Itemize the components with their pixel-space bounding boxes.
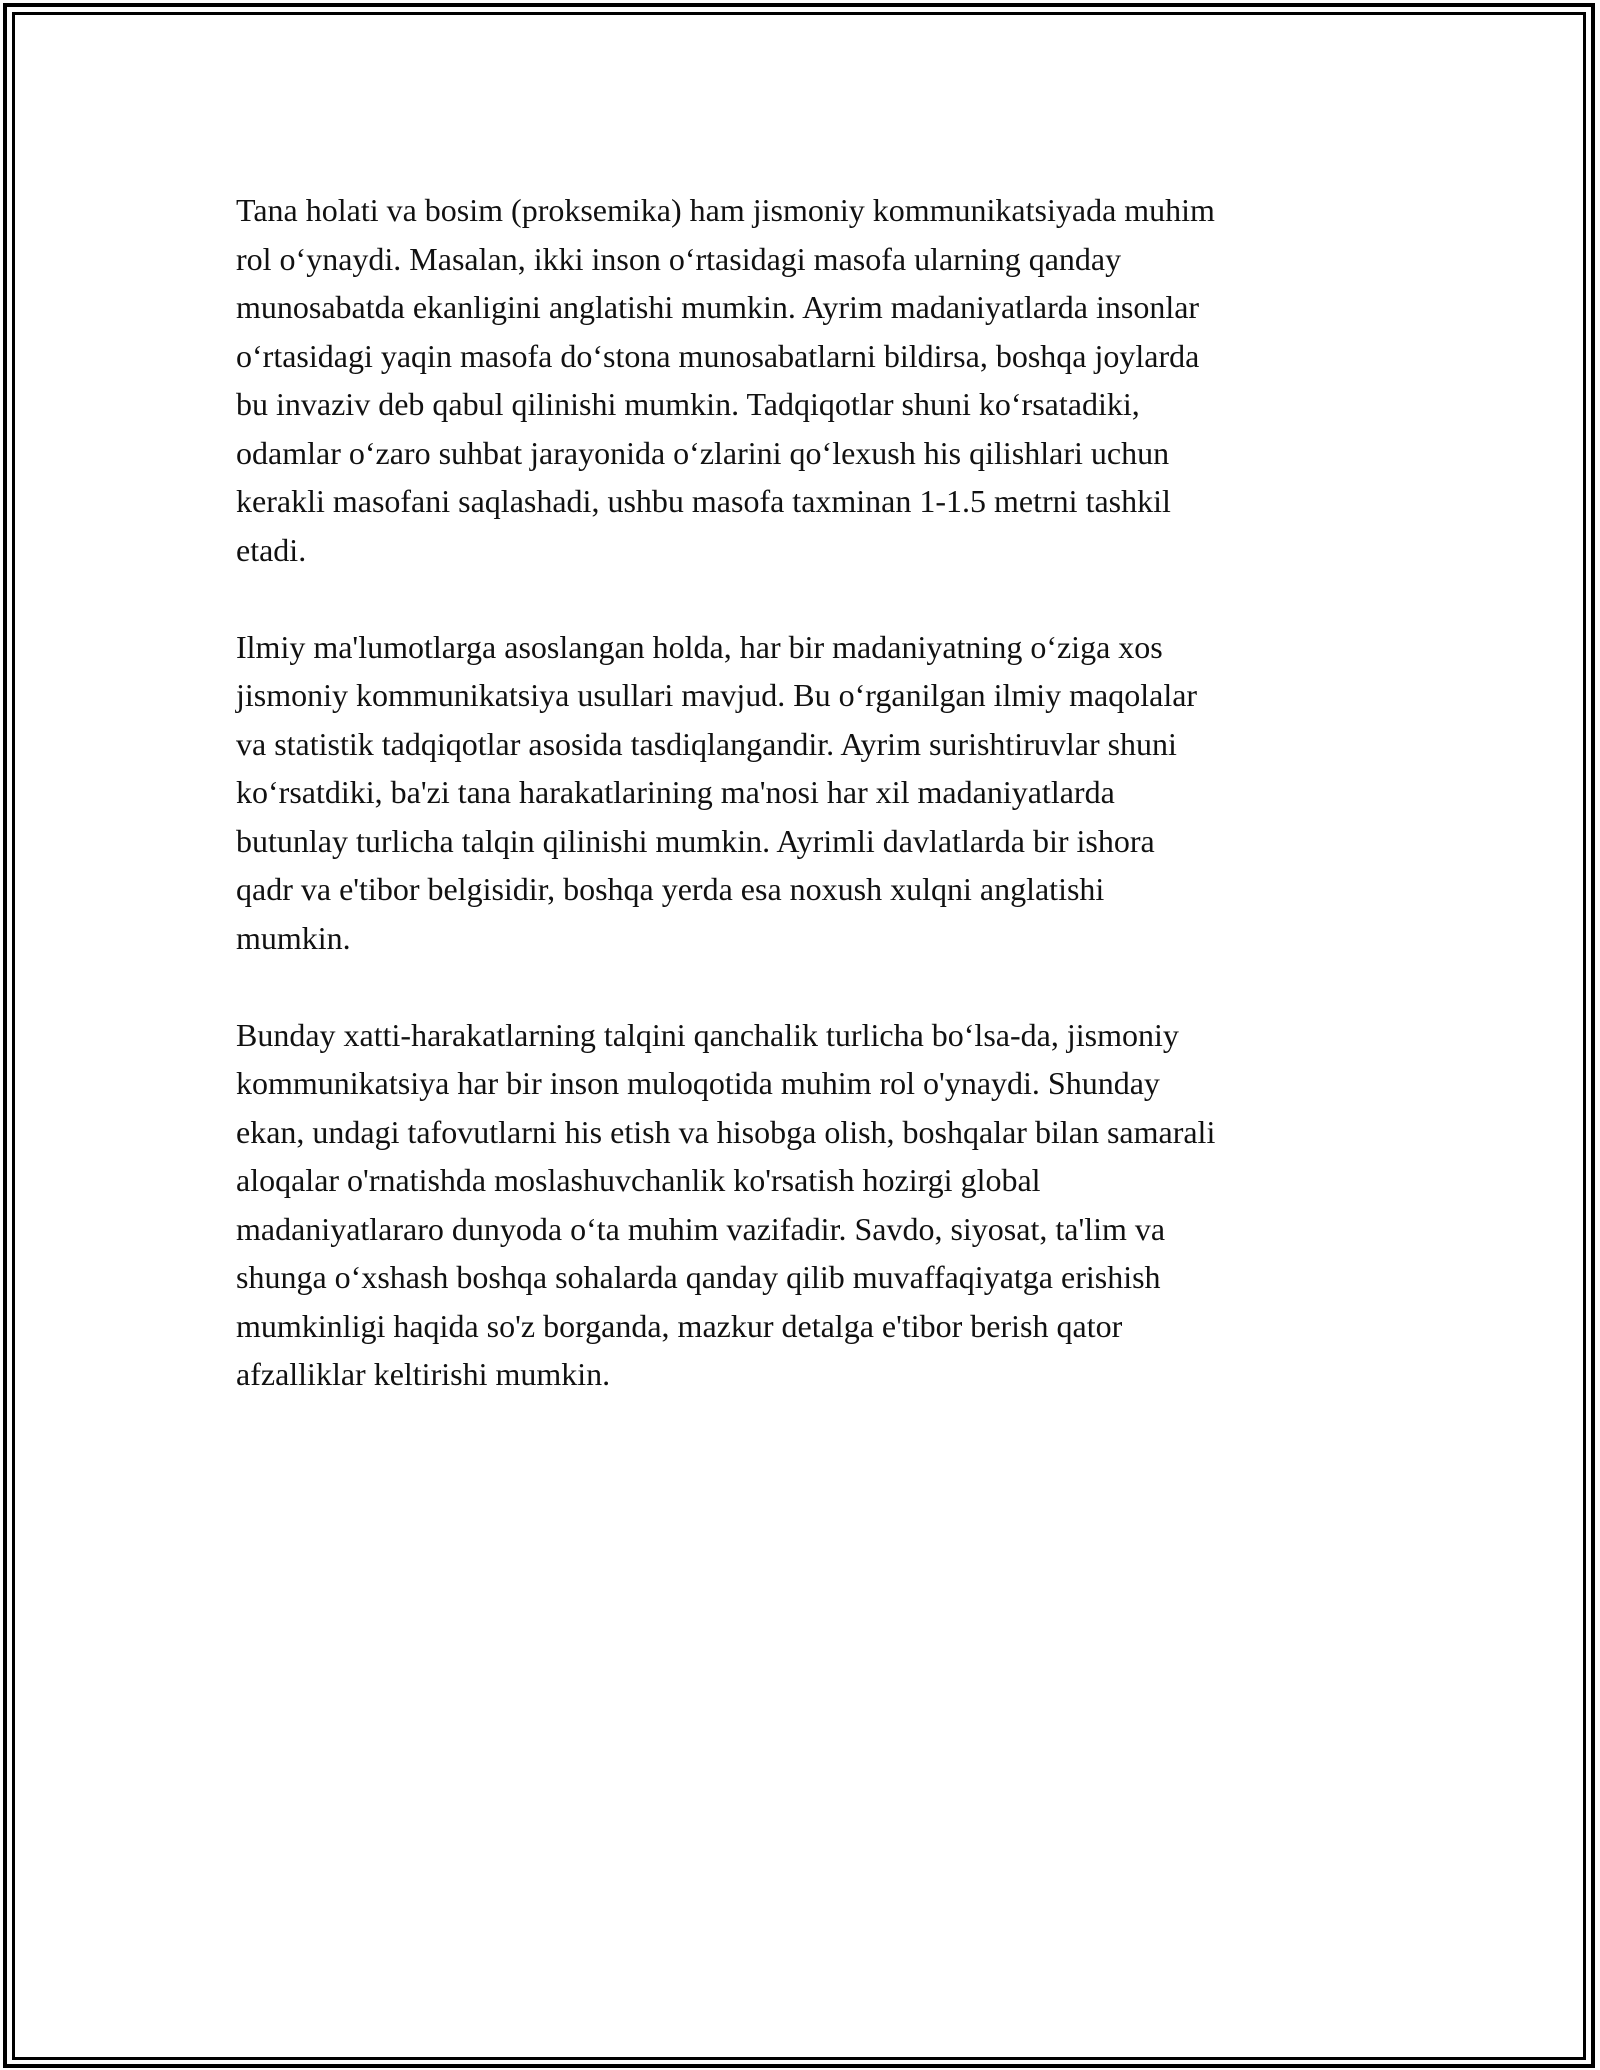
paragraph-conclusion: Bunday xatti-harakatlarning talqini qanchalik turlicha bo‘lsa-da, jismoniy kommunikatsiya har bir inson muloqotida muhim rol o'ynaydi. Shunday ekan, undagi tafovutlarni his etish va hisobga olish, boshqalar bilan samarali aloqalar o'rnatishda moslashuvchanlik ko'rsatish hozirgi global madaniyatlararo dunyoda o‘ta muhim vazifadir. Savdo, siyosat, ta'lim va shunga o‘xshash boshqa sohalarda qanday qilib muvaffaqiyatga erishish mumkinligi haqida so'z borganda, mazkur detalga e'tibor berish qator afzalliklar keltirishi mumkin. bbox=[236, 1016, 1216, 1392]
paragraph-proxemics: Tana holati va bosim (proksemika) ham jismoniy kommunikatsiyada muhim rol o‘ynaydi. Masalan, ikki inson o‘rtasidagi masofa ularning qanday munosabatda ekanligini anglatishi mumkin. Ayrim madaniyatlarda insonlar o‘rtasidagi yaqin masofa do‘stona munosabatlarni bildirsa, boshqa joylarda bu invaziv deb qabul qilinishi mumkin. Tadqiqotlar shuni ko‘rsatadiki, odamlar o‘zaro suhbat jarayonida o‘zlarini qo‘lexush his qilishlari uchun kerakli masofani saqlashadi, ushbu masofa taxminan 1-1.5 metrni tashkil etadi. bbox=[236, 192, 1215, 568]
document-body bbox=[236, 186, 1376, 1447]
paragraph-cultural-methods: Ilmiy ma'lumotlarga asoslangan holda, har bir madaniyatning o‘ziga xos jismoniy kommunikatsiya usullari mavjud. Bu o‘rganilgan ilmiy maqolalar va statistik tadqiqotlar asosida tasdiqlangandir. Ayrim surishtiruvlar shuni ko‘rsatdiki, ba'zi tana harakatlarining ma'nosi har xil madaniyatlarda butunlay turlicha talqin qilinishi mumkin. Ayrimli davlatlarda bir ishora qadr va e'tibor belgisidir, boshqa yerda esa noxush xulqni anglatishi mumkin. bbox=[236, 628, 1198, 956]
